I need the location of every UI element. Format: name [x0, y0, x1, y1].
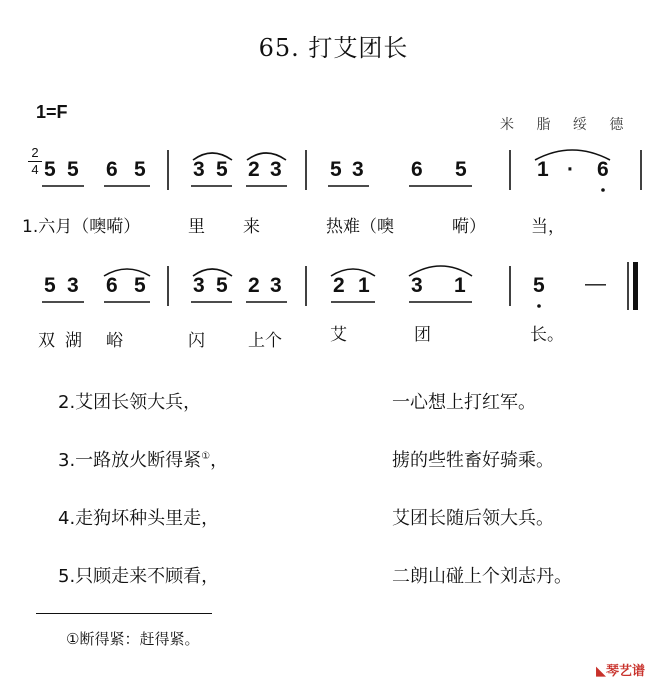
note: 5 — [216, 274, 228, 297]
key-signature: 1=F — [36, 102, 68, 122]
note: 5 — [134, 274, 146, 297]
note: 3 — [411, 274, 423, 297]
lyric: 热难（噢 — [326, 217, 394, 237]
lyric: 闪 — [188, 331, 205, 351]
note: 2 — [248, 158, 260, 181]
tie — [535, 150, 610, 160]
note: 6 — [106, 274, 118, 297]
time-signature-top: 2 — [31, 145, 39, 160]
lyric: 艾 — [330, 325, 347, 345]
tie — [409, 266, 472, 276]
note: 3 — [352, 158, 364, 181]
note: 5 — [44, 274, 56, 297]
verse-2-line-a: 2.艾团长领大兵， — [58, 392, 202, 413]
note: 5 — [216, 158, 228, 181]
lyric: 双湖 — [38, 331, 92, 351]
verse-4-line-b: 艾团长随后领大兵。 — [392, 508, 554, 529]
note: 6 — [106, 158, 118, 181]
lyric: 上个 — [248, 331, 282, 351]
footnote-ref: ① — [201, 451, 211, 462]
note: 3 — [193, 158, 205, 181]
lyric: 长。 — [530, 325, 564, 345]
note: 5 — [455, 158, 467, 181]
note: 6 — [597, 158, 609, 181]
tie — [247, 153, 286, 160]
tie — [331, 269, 375, 276]
lyric: 里 — [188, 217, 205, 237]
watermark-text: 琴艺谱 — [606, 664, 646, 679]
lyric: 当， — [531, 217, 565, 237]
note: 3 — [67, 274, 79, 297]
lower-octave-dot — [601, 188, 605, 192]
note: 1 — [454, 274, 466, 297]
lyric: 嗬） — [452, 217, 486, 237]
dash: — — [585, 272, 606, 295]
lower-octave-dot — [537, 304, 541, 308]
verse-3-line-b: 掳的些牲畜好骑乘。 — [392, 450, 554, 471]
note: 5 — [134, 158, 146, 181]
lyric: 峪 — [106, 331, 123, 351]
tie — [193, 269, 232, 276]
verse-3-line-a: 3.一路放火断得紧①， — [58, 450, 229, 471]
note: 1 — [358, 274, 370, 297]
final-bar-thick — [633, 262, 638, 310]
verse-5-line-a: 5.只顾走来不顾看， — [58, 566, 220, 587]
time-signature-bottom: 4 — [31, 162, 39, 177]
logo-icon: ◣ — [596, 664, 606, 679]
lyric: 来 — [243, 217, 260, 237]
verse-2-line-b: 一心想上打红军。 — [392, 392, 536, 413]
tie — [193, 153, 232, 160]
note: 2 — [248, 274, 260, 297]
note: 5 — [533, 274, 545, 297]
note: 1 — [537, 158, 549, 181]
lyric: 1.六月（噢嗬） — [22, 217, 141, 237]
note: 5 — [330, 158, 342, 181]
watermark-logo — [596, 660, 645, 679]
tie — [104, 269, 150, 276]
note: 3 — [270, 158, 282, 181]
note: 5 — [44, 158, 56, 181]
note: 2 — [333, 274, 345, 297]
lyric: 团 — [414, 325, 431, 345]
verse-5-line-b: 二朗山碰上个刘志丹。 — [392, 566, 572, 587]
note: 3 — [193, 274, 205, 297]
footnote-rule — [36, 613, 212, 614]
page-title: 65. 打艾团长 — [258, 34, 409, 62]
footnote: ①断得紧：赶得紧。 — [66, 630, 200, 648]
dot: · — [567, 158, 574, 181]
note: 3 — [270, 274, 282, 297]
song-source: 米 脂 绥 德 — [500, 117, 633, 133]
note: 6 — [411, 158, 423, 181]
verse-4-line-a: 4.走狗坏种头里走， — [58, 508, 220, 529]
note: 5 — [67, 158, 79, 181]
